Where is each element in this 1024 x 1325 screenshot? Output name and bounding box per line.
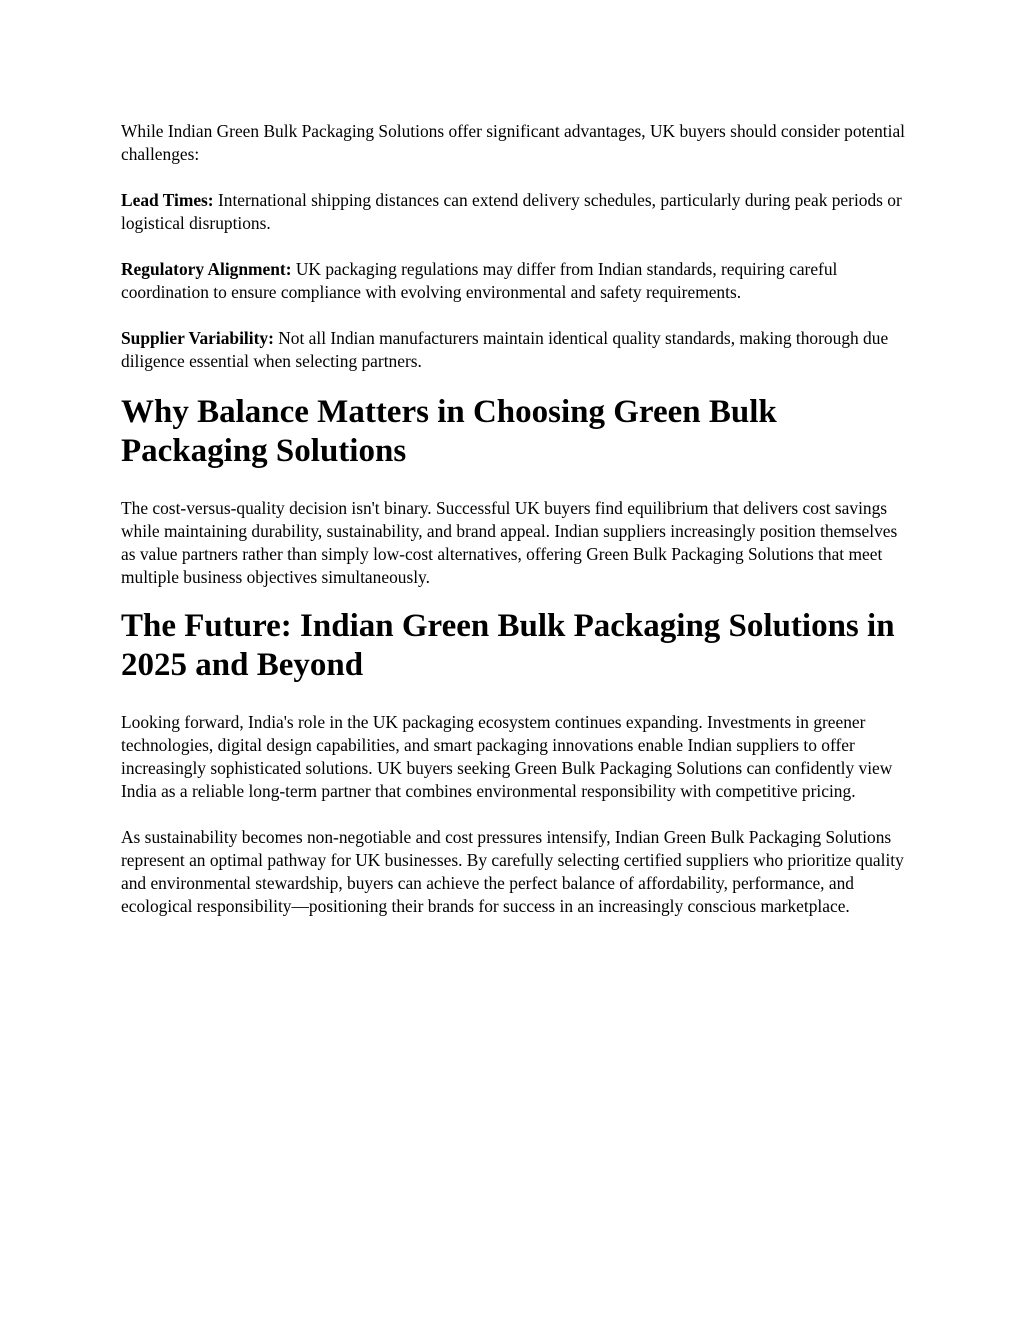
challenge-supplier-variability	[121, 327, 911, 373]
document-page	[121, 120, 911, 918]
challenge-lead-times	[121, 189, 911, 235]
future-paragraph: Looking forward, India's role in the UK packaging ecosystem continues expanding. Investments in greener technologies, digital design capabilities, and smart packaging innovations enable Indian suppliers to offer increasingly sophisticated solutions. UK buyers seeking Green Bulk Packaging Solutions can confidently view India as a reliable long-term partner that combines environmental responsibility with competitive pricing.	[121, 712, 893, 801]
balance-heading: Why Balance Matters in Choosing Green Bulk Packaging Solutions	[121, 394, 777, 469]
balance-paragraph: The cost-versus-quality decision isn't binary. Successful UK buyers find equilibrium that delivers cost savings while maintaining durability, sustainability, and brand appeal. Indian suppliers increasingly position themselves as value partners rather than simply low-cost alternatives, offering Green Bulk Packaging Solutions that meet multiple business objectives simultaneously.	[121, 498, 898, 587]
conclusion-paragraph: As sustainability becomes non-negotiable and cost pressures intensify, Indian Green Bulk Packaging Solutions represent an optimal pathway for UK businesses. By carefully selecting certified suppliers who prioritize quality and environmental stewardship, buyers can achieve the perfect balance of affordability, performance, and ecological responsibility—positioning their brands for success in an increasingly conscious marketplace.	[121, 827, 904, 916]
challenge-text: Not all Indian manufacturers maintain identical quality standards, making thorough due diligence essential when selecting partners.	[121, 328, 889, 371]
challenge-text: UK packaging regulations may differ from Indian standards, requiring careful coordination to ensure compliance with evolving environmental and safety requirements.	[121, 259, 838, 302]
challenge-label: Regulatory Alignment:	[121, 259, 292, 279]
future-heading: The Future: Indian Green Bulk Packaging Solutions in 2025 and Beyond	[121, 608, 895, 683]
challenge-label: Lead Times:	[121, 190, 214, 210]
challenge-text: International shipping distances can extend delivery schedules, particularly during peak periods or logistical disruptions.	[121, 190, 902, 233]
intro-paragraph: While Indian Green Bulk Packaging Solutions offer significant advantages, UK buyers should consider potential challenges:	[121, 121, 906, 164]
challenge-regulatory-alignment	[121, 258, 911, 304]
challenge-label: Supplier Variability:	[121, 328, 274, 348]
